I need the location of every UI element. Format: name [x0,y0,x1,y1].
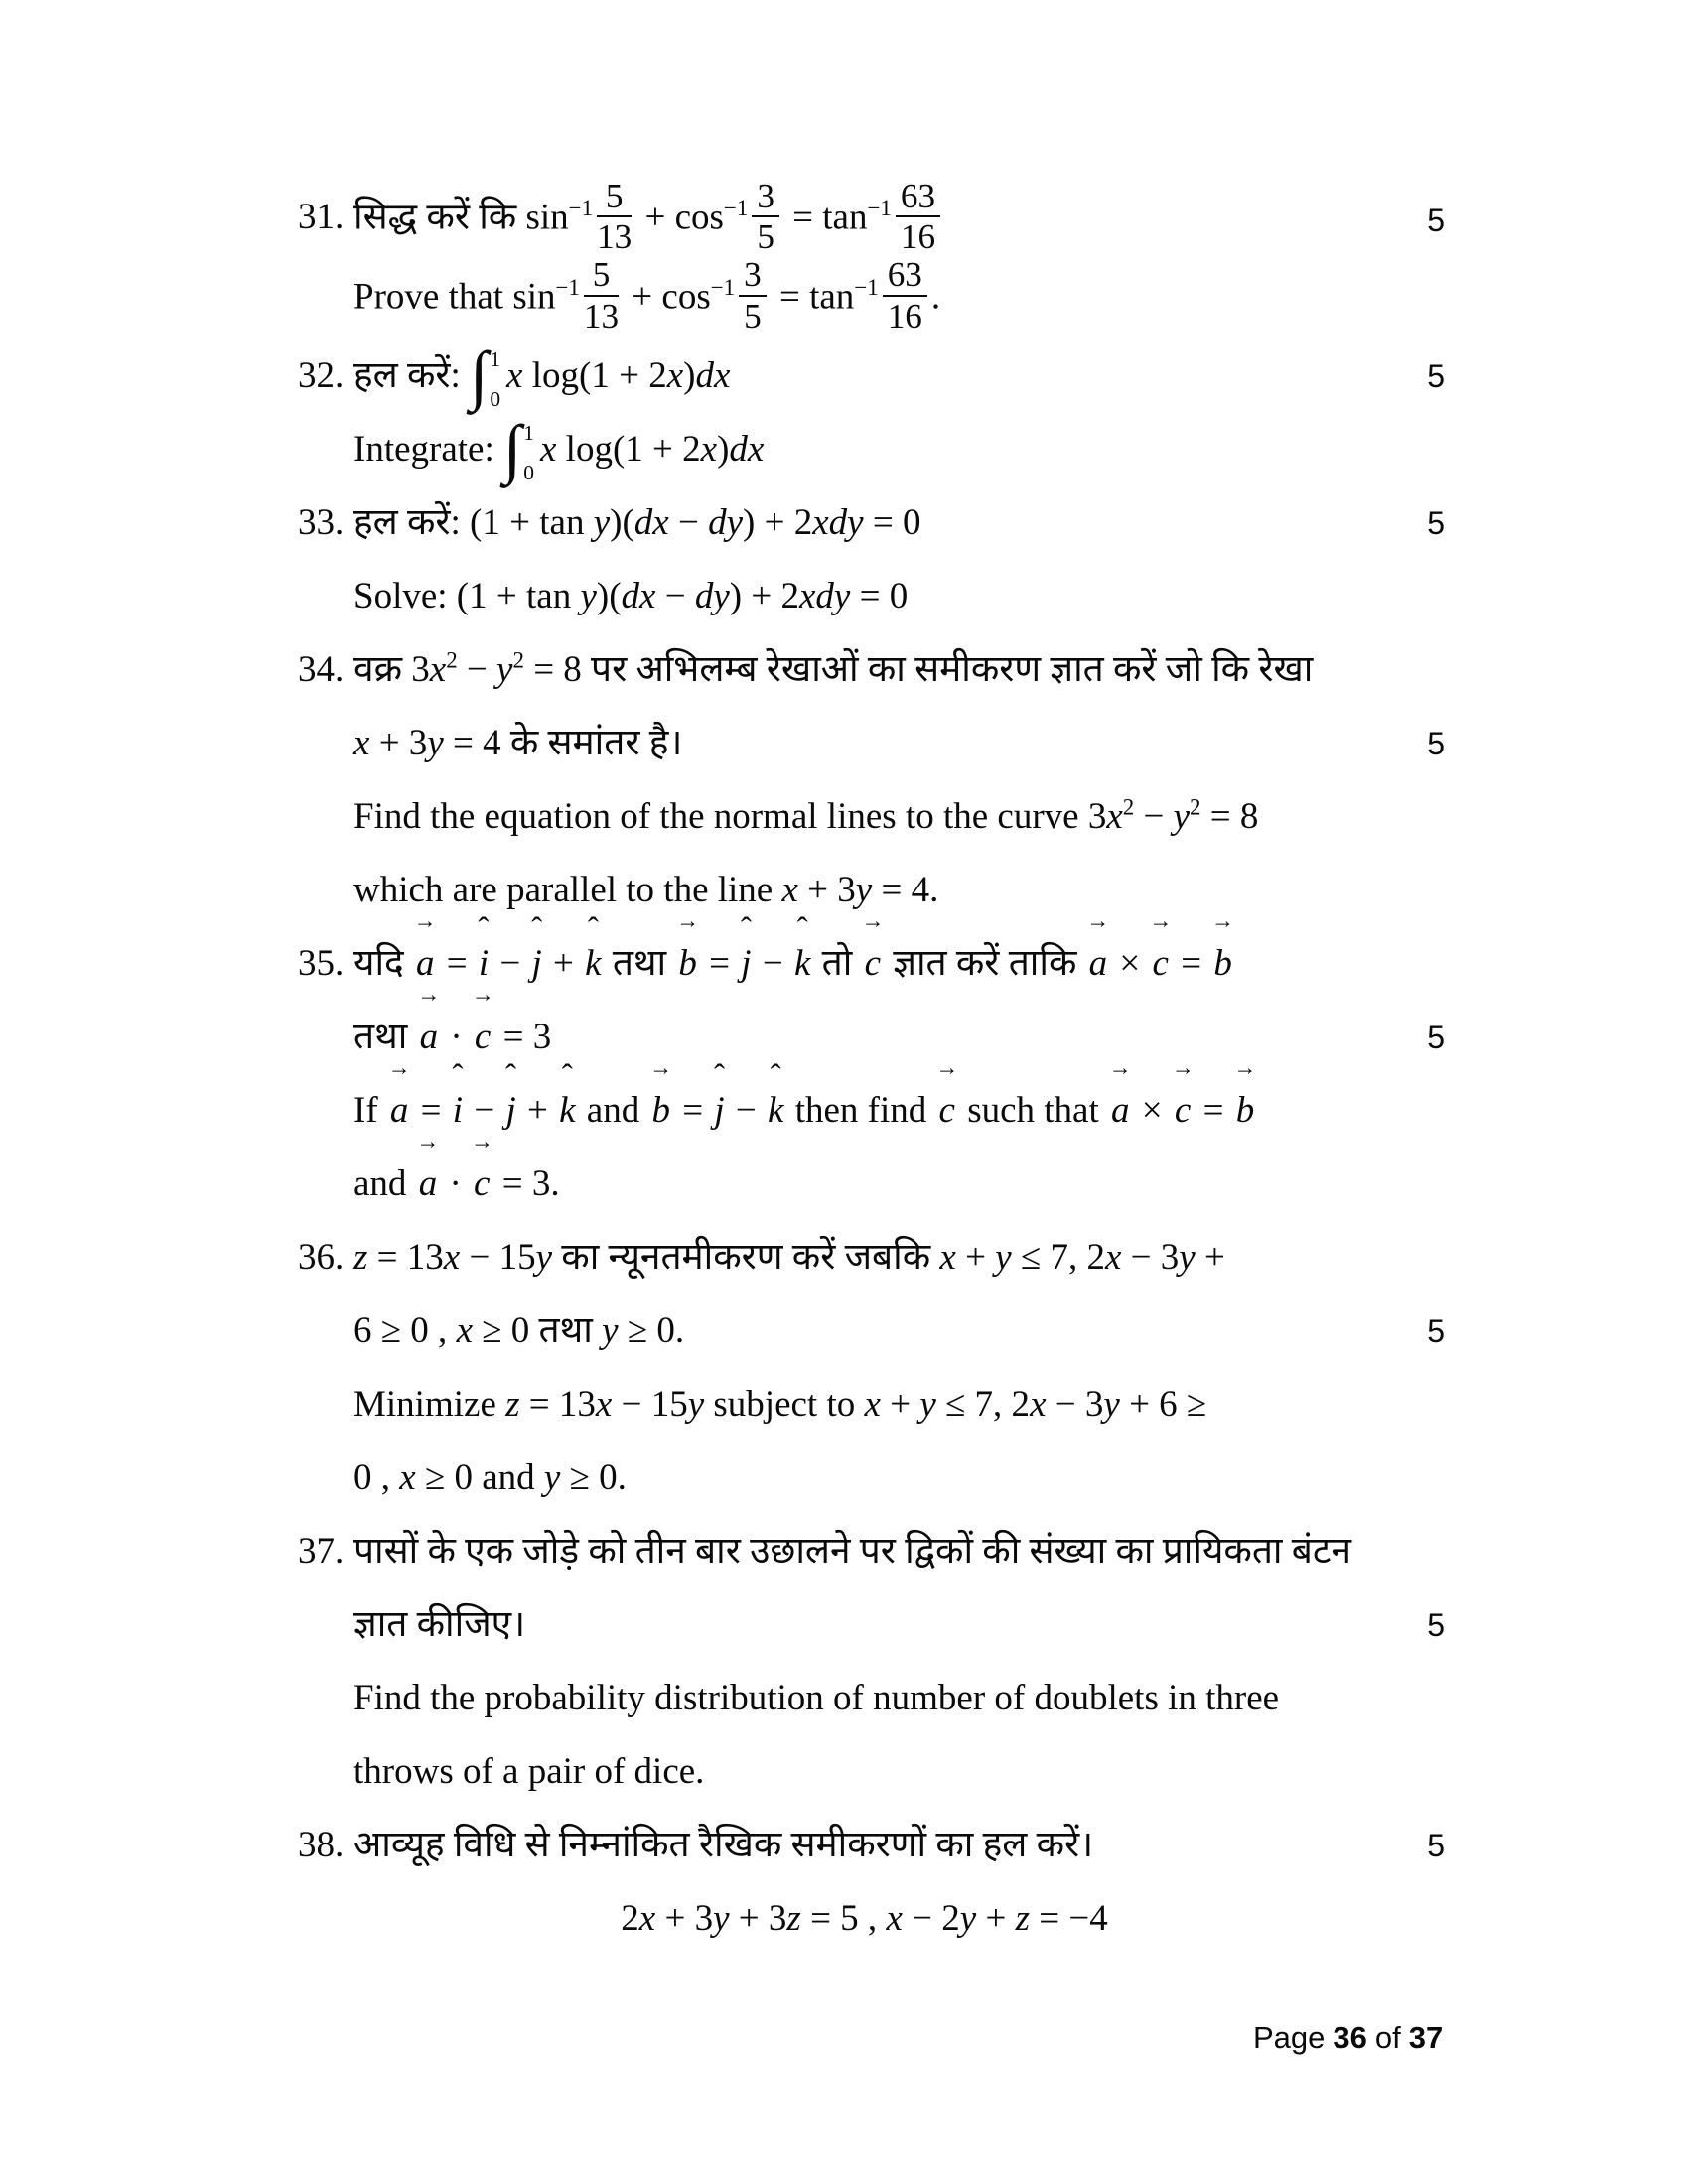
unit-vector-j: ˆ j [712,1074,726,1148]
text-run: वक्र 3 [353,648,430,690]
text-run: · [441,1016,472,1057]
text-run: ) + 2 [729,575,799,616]
text-run: sin [525,197,569,238]
footer-page-label: Page [1253,2020,1326,2055]
fraction-denominator: 16 [887,297,922,337]
fraction-denominator: 16 [900,217,936,257]
text-run: then find [785,1089,936,1131]
text-run: and [353,1162,416,1204]
question-32-line-2 [298,413,1445,486]
math-variable: dx [695,354,731,396]
unit-vector-j: ˆ j [739,927,753,1001]
vector-b: → b [648,1074,673,1148]
integral [503,413,540,486]
math-variable: y [535,1236,553,1278]
question-35-line-1 [298,927,1445,1001]
fraction [748,178,783,257]
unit-vector-k: ˆ k [583,927,603,1001]
math-variable: dy [694,575,730,616]
integral-lower-bound: 0 [490,387,501,412]
text-run: + [543,942,584,984]
text-run: + 3 [655,1897,714,1939]
text-run: 6 ≥ 0 , [353,1309,457,1351]
text-run: = [1194,1089,1233,1131]
text-run: = 4. [872,869,939,910]
fraction-denominator: 5 [757,217,774,257]
text-run: = tan [770,276,855,318]
text-run: + [955,1236,996,1278]
text-run: such that [957,1089,1108,1131]
text-run: = 4 के समांतर है। [443,722,683,763]
text-run: − [457,648,497,690]
math-variable: z [1015,1897,1030,1939]
text-run: + 3 [797,869,856,910]
text-run: − 3 [1046,1383,1104,1425]
math-variable: y [602,1309,619,1351]
fraction-numerator: 63 [883,256,927,297]
math-variable: x [1106,795,1123,837]
question-34-line-3 [298,780,1445,854]
integral-sign: ∫ [470,340,489,413]
question-31-line-2 [298,255,1445,340]
fraction-denominator: 13 [597,217,633,257]
fraction [879,256,931,336]
marks-value: 5 [1427,1312,1445,1349]
text-run: = [699,942,740,984]
text-run: = [437,942,477,984]
text-run: Integrate: [353,428,503,470]
math-variable: x [429,648,447,690]
question-32 [298,340,1445,486]
math-variable: y [959,1897,977,1939]
superscript: 2 [512,647,524,673]
vector-b: → b [1233,1074,1258,1148]
question-35-line-2 [298,1001,1445,1074]
math-variable: x [939,1236,956,1278]
text-run: throws of a pair of dice. [353,1750,705,1792]
text-run: − [491,942,530,984]
vector-a: → a [1086,927,1111,1001]
text-run: = [672,1089,713,1131]
page-footer [1253,2021,1443,2055]
text-run: · [440,1162,472,1204]
question-38 [298,1809,1445,1956]
text-run: − [1134,795,1174,837]
question-number: 33. [298,501,345,543]
unit-vector-i: ˆ i [477,927,491,1001]
question-33 [298,486,1445,633]
unit-vector-j: ˆ j [503,1074,517,1148]
text-run: − [465,1089,504,1131]
question-37-line-1 [298,1515,1445,1588]
vector-c: → c [862,927,884,1001]
text-run: and [577,1089,649,1131]
unit-vector-k: ˆ k [766,1074,785,1148]
integral-lower-bound: 0 [523,461,534,485]
vector-a: → a [387,1074,412,1148]
math-variable: y [995,1236,1012,1278]
text-run: − [668,501,709,543]
vector-a: → a [416,1148,441,1221]
vector-b: → b [1210,927,1235,1001]
question-36 [298,1221,1445,1515]
math-variable: xdy [799,575,851,616]
fraction-denominator: 5 [744,297,762,337]
unit-vector-k: ˆ k [792,927,812,1001]
text-run: − [726,1089,766,1131]
text-run: = [411,1089,451,1131]
text-run: पासों के एक जोड़े को तीन बार उछालने पर द्विकों की संख्या का प्रायिकता बंटन [353,1530,1352,1571]
integral [470,340,506,413]
marks-value: 5 [1427,357,1445,394]
math-variable: z [505,1383,520,1425]
text-run: तथा [603,942,676,984]
superscript: −1 [568,196,594,221]
text-run: + cos [623,276,711,318]
question-36-line-1 [298,1221,1445,1295]
question-35 [298,927,1445,1221]
integral-bounds [488,346,501,412]
integral-upper-bound: 1 [523,420,534,445]
text-run: + 6 ≥ [1119,1383,1207,1425]
fraction [580,256,623,336]
superscript: 2 [446,647,458,673]
question-number: 35. [298,942,345,984]
vector-c: → c [1150,927,1172,1001]
question-38-line-1 [298,1809,1445,1882]
footer-of-label: of [1374,2020,1401,2055]
question-33-line-2 [298,560,1445,633]
text-run: ) [683,354,696,396]
text-run: Minimize [353,1383,506,1425]
math-variable: y [1179,1236,1196,1278]
text-run: )( [610,501,634,543]
text-run: = 0 [850,575,909,616]
question-number: 36. [298,1236,345,1278]
text-run: + [880,1383,920,1425]
math-variable: y [543,1456,561,1498]
text-run: = 8 पर अभिलम्ब रेखाओं का समीकरण ज्ञात करें जो कि रेखा [523,648,1314,690]
text-run: = tan [782,197,868,238]
text-run: which are parallel to the line [353,869,782,910]
superscript: −1 [710,275,736,301]
text-run: = [1171,942,1211,984]
question-34-line-2 [298,707,1445,780]
math-variable: z [786,1897,801,1939]
math-variable: y [580,575,597,616]
text-run: = −4 [1029,1897,1108,1939]
integral-upper-bound: 1 [490,346,501,371]
text-run: ≥ 0. [560,1456,627,1498]
fraction-numerator: 63 [896,178,940,218]
math-variable: x [781,869,798,910]
text-run: तथा [353,1016,417,1057]
text-run: ≤ 7, 2 [935,1383,1031,1425]
text-run: If [353,1089,387,1131]
marks-value: 5 [1427,1827,1445,1863]
text-run: ) [717,428,730,470]
unit-vector-k: ˆ k [557,1074,577,1148]
text-run: + [517,1089,558,1131]
math-variable: y [855,869,873,910]
text-run: − 15 [460,1236,536,1278]
math-variable: y [1173,795,1191,837]
questions-list [298,176,1445,1956]
fraction-numerator: 5 [584,256,619,297]
math-variable: z [353,1236,368,1278]
question-number: 32. [298,354,345,396]
text-run: − [655,575,695,616]
math-variable: x [399,1456,416,1498]
question-32-line-1 [298,340,1445,413]
vector-c: → c [472,1001,493,1074]
math-variable: dy [708,501,744,543]
integral-bounds [521,420,534,485]
superscript: 2 [1190,794,1201,820]
footer-page-number: 36 [1333,2020,1367,2055]
fraction [892,178,944,257]
question-number: 31. [298,197,345,237]
math-variable: dx [633,501,669,543]
text-run: = 13 [519,1383,596,1425]
question-34 [298,633,1445,927]
question-37-line-4 [298,1735,1445,1809]
fraction [593,178,635,257]
math-variable: x [353,722,370,763]
text-run: + [1195,1236,1225,1278]
text-run: Find the probability distribution of number of doublets in three [353,1677,1280,1718]
text-run: × [1132,1089,1172,1131]
math-variable: y [713,1897,730,1939]
math-variable: y [496,648,513,690]
vector-c: → c [936,1074,958,1148]
text-run: − 3 [1121,1236,1180,1278]
fraction [735,256,771,336]
marks-value: 5 [1427,202,1445,238]
text-run: sin [512,276,556,318]
vector-a: → a [1108,1074,1133,1148]
text-run: ≤ 7, 2 [1011,1236,1105,1278]
marks-value: 5 [1427,725,1445,761]
text-run: + cos [635,197,724,238]
text-run: ≥ 0 and [415,1456,544,1498]
math-variable: x [456,1309,473,1351]
marks-value: 5 [1427,1019,1445,1055]
question-36-line-3 [298,1368,1445,1441]
math-variable: x [700,428,718,470]
math-variable: x [666,354,684,396]
footer-total-pages: 37 [1408,2020,1444,2055]
text-run: log(1 + 2 [556,428,701,470]
text-run: Prove that [353,276,513,318]
text-run: + 3 [729,1897,787,1939]
text-run: का न्यूनतमीकरण करें जबकि [552,1236,940,1278]
vector-b: → b [675,927,700,1001]
text-run: = 3. [492,1162,560,1204]
question-number: 37. [298,1530,345,1571]
math-variable: dx [621,575,656,616]
text-run: ज्ञात करें ताकि [884,942,1086,984]
text-run: − [753,942,792,984]
math-variable: x [595,1383,613,1425]
text-run: × [1110,942,1150,984]
text-run: सिद्ध करें कि [353,197,526,238]
math-variable: y [919,1383,936,1425]
vector-c: → c [1172,1074,1194,1148]
fraction-numerator: 3 [752,178,779,218]
text-run: ) + 2 [743,501,813,543]
text-run: )( [596,575,622,616]
marks-value: 5 [1427,504,1445,541]
text-run: = 8 [1200,795,1259,837]
superscript: −1 [723,196,749,221]
text-run: यदि [353,942,413,984]
text-run: तो [812,942,862,984]
math-variable: x [1104,1236,1122,1278]
text-run: + [976,1897,1016,1939]
question-38-line-2 [298,1882,1445,1956]
superscript: −1 [867,196,892,221]
text-run: = 5 , [800,1897,887,1939]
question-33-line-1 [298,486,1445,560]
superscript: −1 [555,275,580,301]
math-variable: x [864,1383,881,1425]
question-37-line-3 [298,1662,1445,1735]
unit-vector-j: ˆ j [529,927,543,1001]
superscript: 2 [1122,794,1135,820]
text-run: = 3 [493,1016,552,1057]
math-variable: x [1030,1383,1047,1425]
math-variable: y [687,1383,705,1425]
text-run: 2 [621,1897,639,1939]
text-run: Find the equation of the normal lines to the curve 3 [353,795,1107,837]
vector-a: → a [417,1001,442,1074]
text-run: हल करें: (1 + tan [353,501,594,543]
math-variable: y [427,722,444,763]
question-31 [298,176,1445,340]
math-variable: xdy [812,501,864,543]
question-36-line-2 [298,1295,1445,1368]
question-37 [298,1515,1445,1809]
question-36-line-4 [298,1441,1445,1515]
fraction-denominator: 13 [583,297,620,337]
text-run: = 13 [367,1236,444,1278]
vector-c: → c [471,1148,492,1221]
text-run: log(1 + 2 [522,354,667,396]
text-run: Solve: (1 + tan [353,575,581,616]
text-run: subject to [704,1383,865,1425]
question-37-line-2 [298,1588,1445,1662]
fraction-numerator: 5 [597,178,632,218]
text-run: + 3 [369,722,428,763]
text-run: ≥ 0. [618,1309,685,1351]
fraction-numerator: 3 [739,256,767,297]
text-run: − 15 [612,1383,688,1425]
superscript: −1 [854,275,879,301]
math-variable: x [443,1236,461,1278]
math-variable: x [886,1897,903,1939]
text-run: ≥ 0 तथा [473,1309,603,1351]
text-run: − 2 [902,1897,960,1939]
math-variable: x [638,1897,656,1939]
question-number: 34. [298,648,345,690]
integral-sign: ∫ [503,413,522,486]
text-run: . [930,276,941,318]
unit-vector-i: ˆ i [451,1074,465,1148]
math-variable: dx [729,428,765,470]
text-run: हल करें: [353,354,471,396]
question-35-line-4 [298,1148,1445,1221]
math-variable: x [539,428,557,470]
vector-a: → a [413,927,438,1001]
question-number: 38. [298,1824,345,1865]
text-run: 0 , [353,1456,400,1498]
question-31-line-1 [298,176,1445,260]
math-variable: y [1103,1383,1120,1425]
text-run: = 0 [863,501,921,543]
marks-value: 5 [1427,1606,1445,1643]
math-variable: x [506,354,523,396]
text-run: आव्यूह विधि से निम्नांकित रैखिक समीकरणों का हल करें। [353,1824,1094,1865]
text-run: ज्ञात कीजिए। [353,1603,526,1645]
question-34-line-1 [298,633,1445,707]
math-variable: y [593,501,611,543]
